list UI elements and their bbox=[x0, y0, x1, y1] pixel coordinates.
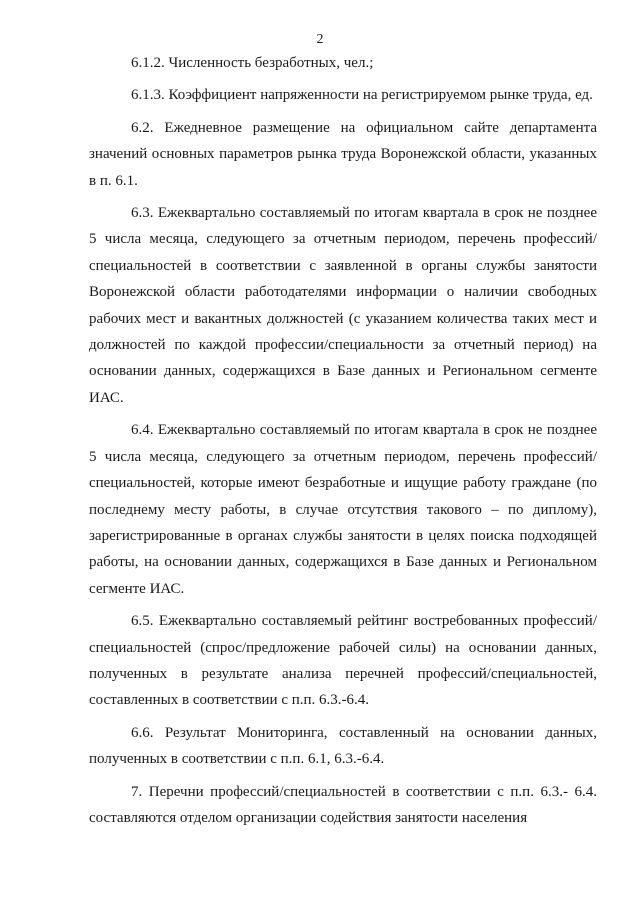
paragraph-6-1-2: 6.1.2. Численность безработных, чел.; bbox=[131, 55, 374, 71]
paragraph-6-1-3: 6.1.3. Коэффициент напряженности на регистрируемом рынке труда, ед. bbox=[131, 87, 593, 104]
document-body bbox=[89, 50, 597, 831]
paragraph-6-6: 6.6. Результат Мониторинга, составленный на основании данных, полученных в соответствии с п.п. 6.1, 6.3.-6.4. bbox=[89, 724, 597, 768]
paragraph-6-2: 6.2. Ежедневное размещение на официальном сайте департамента значений основных параметров рынка труда Воронежской области, указанных в п. 6.1. bbox=[89, 119, 597, 189]
paragraph-6-4: 6.4. Ежеквартально составляемый по итогам квартала в срок не позднее 5 числа месяца, следующего за отчетным периодом, перечень профессий/специальностей, которые имеют безработные и ищущие работу граждане (по последнему месту работы, в случае отсутствия такового – по диплому), зарегистрированные в органах службы занятости в целях поиска подходящей работы, на основании данных, содержащихся в Базе данных и Региональном сегменте ИАС. bbox=[89, 422, 597, 597]
paragraph-7: 7. Перечни профессий/специальностей в соответствии с п.п. 6.3.- 6.4. составляются отделом организации содействия занятости населения bbox=[89, 783, 597, 826]
page-number: 2 bbox=[316, 32, 324, 47]
paragraph-6-5: 6.5. Ежеквартально составляемый рейтинг востребованных профессий/специальностей (спрос/предложение рабочей силы) на основании данных, полученных в результате анализа перечней профессий/специальностей, составленных в соответствии с п.п. 6.3.-6.4. bbox=[89, 613, 597, 709]
paragraph-6-3: 6.3. Ежеквартально составляемый по итогам квартала в срок не позднее 5 числа месяца, следующего за отчетным периодом, перечень профессий/специальностей в соответствии с заявленной в органы службы занятости Воронежской области работодателями информации о наличии свободных рабочих мест и вакантных должностей (с указанием количества таких мест и должностей по каждой профессии/специальности за отчетный период) на основании данных, содержащихся в Базе данных и Региональном сегменте ИАС. bbox=[89, 205, 597, 406]
